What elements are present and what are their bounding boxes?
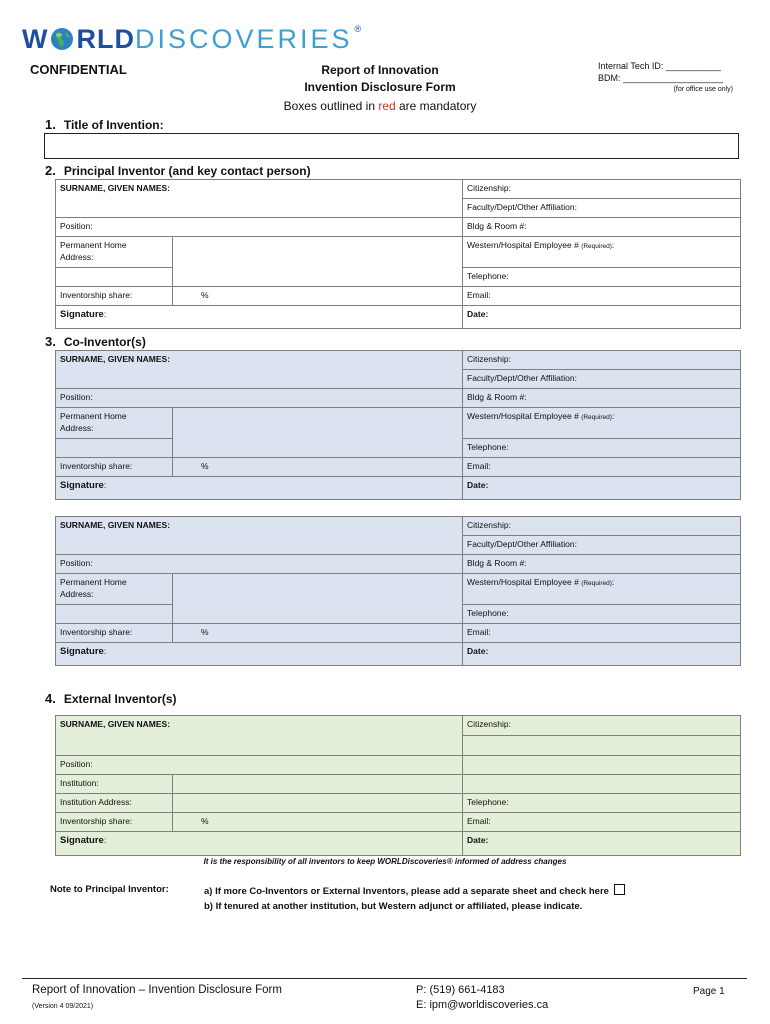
signature-field[interactable] [56,643,463,666]
signature-field[interactable] [56,832,463,856]
section-label: Principal Inventor (and key contact person) [63,164,311,178]
logo-iscoveries: DISCOVERIES [134,23,353,54]
institution-label: Institution: [56,775,173,794]
note-b: b) If tenured at another institution, but Western adjunct or affiliated, please indicate. [204,901,583,912]
percent-sign: % [201,461,209,471]
form-title-line1: Report of Innovation [321,63,439,77]
section-title-coinventors [45,334,146,349]
employee-colon: : [611,411,615,421]
section-title-invention [45,117,164,132]
inventorship-share-input[interactable] [173,813,463,832]
external-inventor-table [55,715,741,856]
date-field[interactable]: Date: [463,643,741,666]
home-address-input[interactable] [173,408,463,458]
required-note: (Required) [581,243,612,250]
required-note: (Required) [581,580,612,587]
telephone-field[interactable]: Telephone: [463,794,741,813]
bldg-room-field[interactable]: Bldg & Room #: [463,555,741,574]
address-line1: Permanent Home [60,411,127,421]
address-line1: Permanent Home [60,577,127,587]
footer-email: E: ipm@worldiscoveries.ca [416,999,549,1011]
surname-field[interactable]: SURNAME, GIVEN NAMES: [56,716,463,756]
invention-title-input[interactable] [44,133,739,159]
signature-colon: : [103,309,107,319]
percent-sign: % [201,816,209,826]
employee-colon: : [611,577,615,587]
address-line2: Address: [60,423,94,433]
footer-divider [22,978,747,979]
email-field[interactable]: Email: [463,624,741,643]
home-address-input[interactable] [173,237,463,287]
email-field[interactable]: Email: [463,813,741,832]
form-title-line2: Invention Disclosure Form [304,80,456,94]
employee-colon: : [611,240,615,250]
coinventor-table-2 [55,516,741,666]
bldg-room-field[interactable]: Bldg & Room #: [463,389,741,408]
signature-label: Signature [60,480,104,491]
surname-field[interactable]: SURNAME, GIVEN NAMES: [56,351,463,389]
page-number: Page 1 [693,986,725,997]
home-address-label [56,408,173,439]
position-field[interactable]: Position: [56,389,463,408]
inventorship-share-input[interactable] [173,624,463,643]
telephone-field[interactable]: Telephone: [463,605,741,624]
mandatory-prefix: Boxes outlined in [283,99,379,113]
signature-colon: : [103,835,107,845]
address-spacer [56,439,173,458]
employee-number-field[interactable] [463,408,741,439]
citizenship-field[interactable]: Citizenship: [463,351,741,370]
inventorship-share-input[interactable] [173,458,463,477]
employee-label: Western/Hospital Employee # [467,411,582,421]
email-field[interactable]: Email: [463,458,741,477]
section-label: Title of Invention: [63,118,164,132]
citizenship-field[interactable]: Citizenship: [463,517,741,536]
signature-label: Signature [60,309,104,320]
inventorship-share-label: Inventorship share: [56,813,173,832]
confidential-label: CONFIDENTIAL [30,62,127,77]
section-number: 3. [45,334,56,349]
principal-inventor-table [55,179,741,329]
position-field[interactable]: Position: [56,218,463,237]
employee-label: Western/Hospital Employee # [467,240,582,250]
footer-phone: P: (519) 661-4183 [416,984,505,996]
note-principal-label: Note to Principal Inventor: [50,884,169,895]
address-spacer [56,268,173,287]
signature-label: Signature [60,835,104,846]
surname-field[interactable]: SURNAME, GIVEN NAMES: [56,517,463,555]
inventorship-share-label: Inventorship share: [56,287,173,306]
institution-address-label: Institution Address: [56,794,173,813]
section-number: 1. [45,117,56,132]
internal-tech-id: Internal Tech ID: ___________ [598,61,721,71]
footer-version: (Version 4 09/2021) [32,1003,94,1010]
employee-label: Western/Hospital Employee # [467,577,582,587]
inventorship-share-input[interactable] [173,287,463,306]
surname-field[interactable]: SURNAME, GIVEN NAMES: [56,180,463,218]
telephone-field[interactable]: Telephone: [463,268,741,287]
form-title [250,62,510,96]
section-title-principal [45,163,311,178]
position-field[interactable]: Position: [56,756,463,775]
office-use-block [598,60,733,96]
address-line2: Address: [60,252,94,262]
faculty-field[interactable]: Faculty/Dept/Other Affiliation: [463,536,741,555]
home-address-input[interactable] [173,574,463,624]
required-note: (Required) [581,414,612,421]
bdm-field: BDM: ____________________ [598,73,724,83]
footer-title: Report of Innovation – Invention Disclosure Form [32,984,282,996]
section-label: Co-Inventor(s) [63,335,146,349]
faculty-field[interactable]: Faculty/Dept/Other Affiliation: [463,370,741,389]
worldiscoveries-logo [22,22,361,56]
percent-sign: % [201,627,209,637]
employee-number-field[interactable] [463,574,741,605]
institution-address-input[interactable] [173,794,463,813]
telephone-field[interactable]: Telephone: [463,439,741,458]
address-line1: Permanent Home [60,240,127,250]
signature-label: Signature [60,646,104,657]
signature-field[interactable] [56,477,463,500]
email-field[interactable]: Email: [463,287,741,306]
logo-rld: RLD [76,23,135,54]
globe-icon [50,27,74,51]
employee-number-field[interactable] [463,237,741,268]
signature-colon: : [103,646,107,656]
inventorship-share-label: Inventorship share: [56,624,173,643]
mandatory-suffix: are mandatory [395,99,477,113]
date-field[interactable]: Date: [463,832,741,856]
note-a-text: a) If more Co-Inventors or External Inventors, please add a separate sheet and check here [204,886,609,897]
office-use-note: (for office use only) [673,86,733,93]
additional-sheet-checkbox[interactable] [614,884,625,895]
section-label: External Inventor(s) [63,692,177,706]
signature-colon: : [103,480,107,490]
institution-extra-field[interactable] [463,775,741,794]
note-a [204,884,625,897]
address-line2: Address: [60,589,94,599]
citizenship-field[interactable]: Citizenship: [463,180,741,199]
coinventor-table-1 [55,350,741,500]
institution-input[interactable] [173,775,463,794]
inventorship-share-label: Inventorship share: [56,458,173,477]
bldg-room-field[interactable]: Bldg & Room #: [463,218,741,237]
address-change-note: It is the responsibility of all inventors to keep WORLDiscoveries® informed of address changes [203,857,567,866]
section-title-external [45,691,177,706]
date-field[interactable]: Date: [463,306,741,329]
external-blank-field[interactable] [463,736,741,756]
home-address-label [56,237,173,268]
address-spacer [56,605,173,624]
mandatory-note [260,99,500,113]
section-number: 2. [45,163,56,178]
section-number: 4. [45,691,56,706]
signature-field[interactable] [56,306,463,329]
logo-w: W [22,23,49,54]
position-extra-field[interactable] [463,756,741,775]
faculty-field[interactable]: Faculty/Dept/Other Affiliation: [463,199,741,218]
mandatory-red-word: red [378,99,396,113]
logo-registered: ® [354,24,362,34]
citizenship-field[interactable]: Citizenship: [463,716,741,736]
percent-sign: % [201,290,209,300]
date-field[interactable]: Date: [463,477,741,500]
home-address-label [56,574,173,605]
position-field[interactable]: Position: [56,555,463,574]
